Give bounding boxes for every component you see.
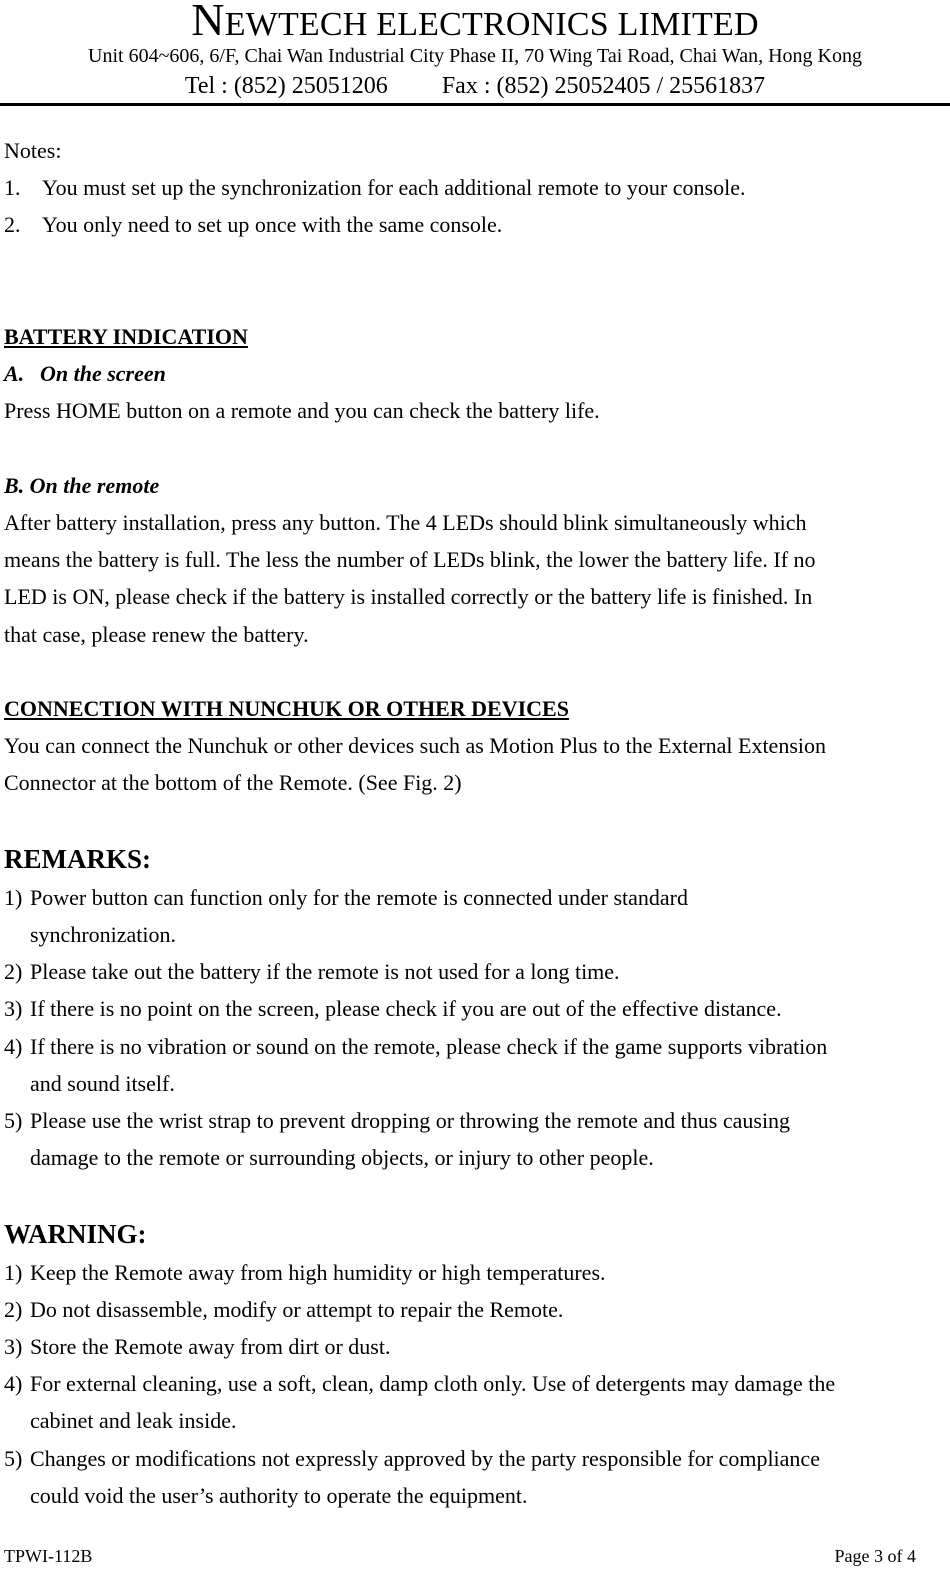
notes-item: 2. You only need to set up once with the same console. [4, 212, 503, 238]
battery-subsection-a-title: A. On the screen [4, 361, 166, 387]
remarks-item-continuation: and sound itself. [30, 1070, 175, 1096]
telephone: Tel : (852) 25051206 [184, 73, 388, 99]
battery-section-title: BATTERY INDICATION [4, 324, 248, 349]
warning-item: 1) Keep the Remote away from high humidity or high temperatures. [4, 1259, 606, 1285]
remarks-item-continuation: synchronization. [30, 922, 177, 947]
warning-item: 3) Store the Remote away from dirt or dust. [4, 1334, 391, 1360]
battery-subsection-a-text: Press HOME button on a remote and you can check the battery life. [4, 398, 600, 424]
page-number: Page 3 of 4 [834, 1546, 916, 1566]
battery-subsection-b-title: B. On the remote [4, 472, 160, 498]
notes-title: Notes: [4, 138, 62, 163]
battery-b-line: that case, please renew the battery. [4, 621, 309, 647]
connection-line: Connector at the bottom of the Remote. (See Fig. 2) [4, 770, 462, 796]
remarks-item: 3) If there is no point on the screen, please check if you are out of the effective distance. [4, 996, 782, 1022]
warning-item: 2) Do not disassemble, modify or attempt to repair the Remote. [4, 1296, 564, 1322]
remarks-item: 2) Please take out the battery if the remote is not used for a long time. [4, 959, 620, 985]
company-contact [0, 72, 950, 100]
warning-title: WARNING: [4, 1218, 147, 1249]
warning-item: 5) Changes or modifications not expressly approved by the party responsible for compliance [4, 1445, 820, 1471]
warning-item-continuation: cabinet and leak inside. [30, 1408, 237, 1434]
remarks-item: 4) If there is no vibration or sound on the remote, please check if the game supports vibration [4, 1033, 828, 1059]
battery-b-line: After battery installation, press any button. The 4 LEDs should blink simultaneously which [4, 510, 807, 535]
connection-line: You can connect the Nunchuk or other devices such as Motion Plus to the External Extension [4, 733, 826, 759]
notes-item: 1. You must set up the synchronization for each additional remote to your console. [4, 175, 746, 201]
battery-b-line: LED is ON, please check if the battery is installed correctly or the battery life is finished. In [4, 584, 813, 610]
remarks-item: 1) Power button can function only for the remote is connected under standard [4, 884, 688, 910]
connection-section-title: CONNECTION WITH NUNCHUK OR OTHER DEVICES [4, 696, 569, 721]
remarks-title: REMARKS: [4, 843, 151, 874]
company-address: Unit 604~606, 6/F, Chai Wan Industrial City Phase II, 70 Wing Tai Road, Chai Wan, Hong Kong [88, 45, 862, 67]
warning-item-continuation: could void the user’s authority to operate the equipment. [30, 1482, 528, 1508]
document-body [4, 132, 946, 1514]
fax: Fax : (852) 25052405 / 25561837 [441, 73, 766, 99]
battery-b-line: means the battery is full. The less the number of LEDs blink, the lower the battery life. If no [4, 547, 816, 573]
remarks-item-continuation: damage to the remote or surrounding objects, or injury to other people. [30, 1145, 654, 1171]
company-name: NEWTECH ELECTRONICS LIMITED [191, 0, 759, 45]
document-code: TPWI-112B [4, 1546, 93, 1566]
remarks-item: 5) Please use the wrist strap to prevent dropping or throwing the remote and thus causing [4, 1108, 791, 1134]
letterhead [0, 0, 950, 106]
warning-item: 4) For external cleaning, use a soft, clean, damp cloth only. Use of detergents may damage the [4, 1371, 836, 1397]
